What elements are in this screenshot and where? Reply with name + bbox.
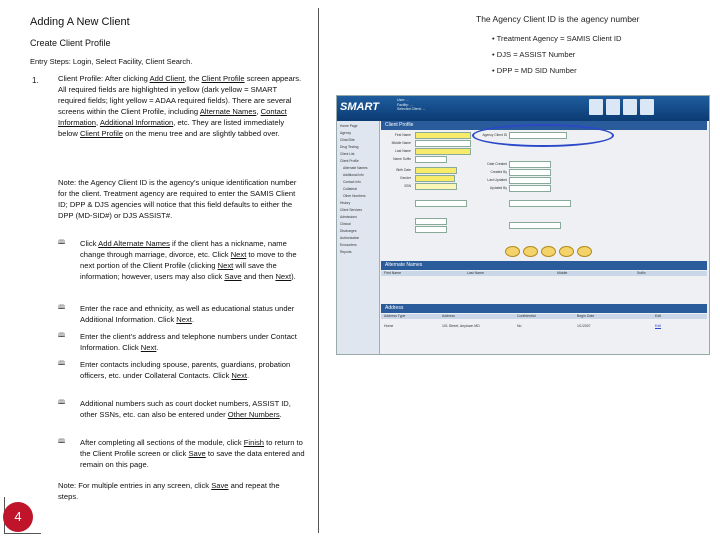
column-header: Suffix: [637, 271, 646, 275]
home-icon[interactable]: [589, 99, 603, 115]
add-client-term: Add Client: [149, 74, 185, 83]
contact-info-term: Contact Information: [58, 107, 287, 127]
menu-item[interactable]: Client List: [340, 152, 355, 156]
help-icon[interactable]: [606, 99, 620, 115]
menu-item[interactable]: Other Numbers: [343, 194, 366, 198]
menu-item[interactable]: Authorization: [340, 236, 360, 240]
step1-text: , etc. They are listed immediately below: [58, 118, 285, 138]
next-term: Next: [140, 343, 157, 352]
field-label: Name Suffix: [393, 157, 411, 161]
gender-field[interactable]: [415, 175, 455, 182]
field-label: Updated By: [489, 186, 507, 190]
book-icon: 🕮: [58, 400, 66, 406]
menu-item[interactable]: Collateral: [343, 187, 357, 191]
last-updated-field: [509, 177, 551, 184]
field-label: Created By: [490, 170, 507, 174]
menu-item[interactable]: Client Profile: [340, 159, 359, 163]
menu-item[interactable]: Discharges: [340, 229, 357, 233]
right-title: The Agency Client ID is the agency number: [476, 14, 640, 24]
slide-left-panel: [0, 0, 318, 540]
menu-item[interactable]: Encounters: [340, 243, 357, 247]
bullet-text: Additional numbers such as court docket numbers, ASSIST ID, other SSNs, etc. can also be entered under Other Numbers.: [80, 399, 291, 419]
menu-item[interactable]: Agency: [340, 131, 351, 135]
field-label: Last Name: [395, 149, 411, 153]
suffix-field[interactable]: [415, 156, 447, 163]
column-header: Confidential: [517, 314, 536, 318]
field-label: Date Created: [487, 162, 507, 166]
middle-name-field[interactable]: [415, 140, 471, 147]
column-header: Middle: [557, 271, 568, 275]
column-header: Address Type: [384, 314, 406, 318]
menu-item[interactable]: Clinic/Site: [340, 138, 355, 142]
book-icon: 🕮: [58, 361, 66, 367]
menu-tree: [337, 121, 380, 354]
finish-button[interactable]: [541, 246, 556, 257]
next-term: Next: [217, 261, 234, 270]
menu-item[interactable]: Additional Info: [343, 173, 364, 177]
step1-text: ,: [96, 118, 100, 127]
save-term: Save: [224, 272, 242, 281]
multiple-entries-note: Note: For multiple entries in any screen, click Save and repeat the steps.: [58, 481, 280, 501]
book-icon: 🕮: [58, 439, 66, 445]
add-alternate-names-term: Add Alternate Names: [98, 239, 170, 248]
person-icon[interactable]: [623, 99, 637, 115]
bullet-text: Enter the race and ethnicity, as well as educational status under Additional Information. Click Next.: [80, 304, 295, 324]
agency-id-note: Note: the Agency Client ID is the agency’s unique identification number for the client. Treatment agency are required to enter the SAMIS Client ID; DPP & DJS agencies will notice that this field defaults to either the DPP (MD-SID#) or DJS ASSIST#.: [58, 178, 297, 220]
column-header: Address: [442, 314, 455, 318]
menu-item[interactable]: History: [340, 201, 351, 205]
menu-item[interactable]: Admissions: [340, 215, 357, 219]
page-title: Adding A New Client: [30, 16, 130, 28]
county-field[interactable]: [415, 200, 467, 207]
step1-paragraph: [58, 73, 306, 139]
alt-names-grid-header: [381, 271, 707, 276]
cancel-button[interactable]: [559, 246, 574, 257]
bullet-text: Enter contacts including spouse, parents, guardians, probation officers, etc. under Collateral Contacts. Click Next.: [80, 360, 291, 380]
bullet-text: Click Add Alternate Names if the client has a nickname, name change through marriage, divorce, etc. Click Next to move to the next portion of the Client Profile (clicking Next will save the information; however, users may also click Save and then Next).: [80, 239, 297, 281]
toolbar-icons: [589, 99, 657, 120]
menu-item[interactable]: Clinical: [340, 222, 351, 226]
save-term: Save: [188, 449, 206, 458]
save-button[interactable]: [505, 246, 520, 257]
field-label: Middle Name: [391, 141, 411, 145]
alternate-names-term: Alternate Names: [199, 107, 257, 116]
page-number-badge: 4: [3, 502, 33, 532]
field-label: First Name: [394, 133, 411, 137]
menu-item[interactable]: Contact Info: [343, 180, 361, 184]
section-subtitle: Create Client Profile: [30, 38, 111, 48]
table-cell: 1/1/2007: [577, 324, 591, 328]
updated-by-field: [509, 185, 551, 192]
logout-icon[interactable]: [640, 99, 654, 115]
bullet-text: After completing all sections of the module, click Finish to return to the Client Profile screen or click Save to save the data entered and remain on this page.: [80, 438, 305, 469]
menu-item[interactable]: Home Page: [340, 124, 358, 128]
app-header-bar: [337, 96, 709, 121]
last-name-field[interactable]: [415, 148, 471, 155]
book-icon: 🕮: [58, 305, 66, 311]
book-icon: 🕮: [58, 333, 66, 339]
header-info: User: ... Facility: ... Selected Client: ...: [397, 98, 426, 111]
field-label: Agency Client ID: [482, 133, 507, 137]
employment-field[interactable]: [415, 218, 447, 225]
created-by-field: [509, 169, 551, 176]
menu-item[interactable]: Alternate Names: [343, 166, 368, 170]
column-header: Last Name: [467, 271, 484, 275]
column-header: Begin Date: [577, 314, 595, 318]
next-term: Next: [230, 250, 247, 259]
right-item: • Treatment Agency = SAMIS Client ID: [492, 34, 622, 43]
date-created-field: [509, 161, 551, 168]
client-profile-term: Client Profile: [201, 74, 245, 83]
column-header: Edit: [655, 314, 662, 318]
next-term: Next: [231, 371, 247, 380]
save-term: Save: [211, 481, 229, 490]
county-select[interactable]: [509, 200, 571, 207]
other-numbers-term: Other Numbers: [227, 410, 280, 419]
column-header: First Name: [384, 271, 402, 275]
field-label: Last Updated: [487, 178, 507, 182]
table-cell: Home: [384, 324, 394, 328]
table-cell: No: [517, 324, 522, 328]
client-profile-term: Client Profile: [79, 129, 124, 138]
next-term: Next: [176, 315, 192, 324]
bullet-text: Enter the client’s address and telephone numbers under Contact Information. Click Next.: [80, 332, 297, 352]
marital-status-field[interactable]: [509, 222, 561, 229]
birth-date-field[interactable]: [415, 167, 457, 174]
menu-item[interactable]: Client Services: [340, 208, 362, 212]
delete-button[interactable]: [577, 246, 592, 257]
agency-id-highlight-circle: [472, 124, 614, 147]
step1-text: , the: [184, 74, 202, 83]
book-icon: 🕮: [58, 240, 66, 246]
field-label: SSN: [404, 184, 411, 188]
next-button[interactable]: [523, 246, 538, 257]
menu-item[interactable]: Drug Testing: [340, 145, 359, 149]
step1-text: screen appears. All required fields are highlighted in yellow (dark yellow = SMART required fields; light yellow = ADAA required fields). There are several screens within the Client Profile, including: [58, 74, 302, 116]
alternate-names-header: Alternate Names: [381, 261, 707, 270]
additional-info-term: Additional Information: [99, 118, 174, 127]
address-header: Address: [381, 304, 707, 313]
field-label: Gender: [400, 176, 411, 180]
divider-line: [318, 8, 319, 533]
smart-logo: SMART: [340, 101, 379, 113]
step1-text: ,: [256, 107, 261, 116]
right-item: • DPP = MD SID Number: [492, 66, 577, 75]
step1-text: on the menu tree and are slightly tabbed over.: [123, 129, 280, 138]
next-term: Next: [275, 272, 292, 281]
first-name-field[interactable]: [415, 132, 471, 139]
step1-text: Client Profile: After clicking: [58, 74, 150, 83]
edit-link[interactable]: Edit: [655, 324, 662, 328]
table-cell: 101 Street, Anytown MD: [442, 324, 480, 328]
ssn-field[interactable]: [415, 183, 457, 190]
right-item: • DJS = ASSIST Number: [492, 50, 576, 59]
menu-item[interactable]: Reports: [340, 250, 352, 254]
finish-term: Finish: [243, 438, 265, 447]
veteran-field[interactable]: [415, 226, 447, 233]
entry-steps: Entry Steps: Login, Select Facility, Client Search.: [30, 57, 193, 66]
client-profile-header: Client Profile: [381, 121, 707, 130]
field-label: Birth Date: [396, 168, 411, 172]
step-number: 1.: [32, 76, 39, 85]
